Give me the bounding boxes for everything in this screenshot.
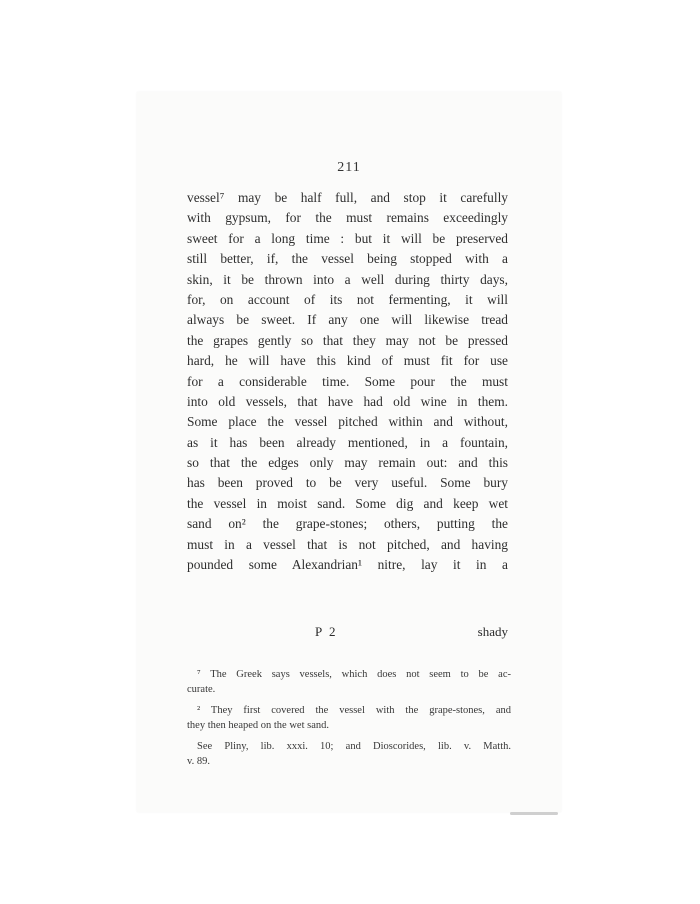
- text-line: so that the edges only may remain out: and this: [187, 455, 508, 471]
- signature-mark: P 2: [315, 624, 338, 639]
- footnote-line: they then heaped on the wet sand.: [187, 720, 329, 731]
- text-line: Some place the vessel pitched within and without,: [187, 414, 508, 430]
- text-line: must in a vessel that is not pitched, and having: [187, 536, 508, 552]
- text-line: has been proved to be very useful. Some bury: [187, 475, 508, 491]
- book-page: [137, 92, 561, 812]
- body-text: [187, 188, 508, 575]
- text-line: still better, if, the vessel being stopped with a: [187, 251, 508, 267]
- footnote-line: ² They first covered the vessel with the grape-stones, and: [197, 705, 511, 716]
- text-line: the vessel in moist sand. Some dig and keep wet: [187, 495, 508, 511]
- footnote-line: ⁷ The Greek says vessels, which does not seem to be ac-: [197, 669, 511, 680]
- footnotes: [187, 667, 511, 775]
- page-number: 211: [337, 160, 361, 175]
- text-line: skin, it be thrown into a well during thirty days,: [187, 271, 508, 287]
- text-line: vessel⁷ may be half full, and stop it carefully: [187, 190, 508, 205]
- text-line: for, on account of its not fermenting, it will: [187, 291, 508, 307]
- text-line: always be sweet. If any one will likewise tread: [187, 312, 508, 328]
- text-line: as it has been already mentioned, in a fountain,: [187, 434, 508, 450]
- footnote-line: See Pliny, lib. xxxi. 10; and Dioscorides, lib. v. Matth.: [197, 741, 511, 752]
- text-line: hard, he will have this kind of must fit for use: [187, 353, 508, 369]
- footnote-1: [187, 667, 511, 697]
- footnote-line: curate.: [187, 684, 216, 695]
- signature-row: [187, 624, 508, 642]
- text-line: the grapes gently so that they may not be pressed: [187, 332, 508, 348]
- text-line: with gypsum, for the must remains exceedingly: [187, 210, 508, 226]
- text-line: into old vessels, that have had old wine in them.: [187, 393, 508, 409]
- footnote-3: [187, 739, 511, 769]
- footnote-line: v. 89.: [187, 756, 210, 767]
- text-line: pounded some Alexandrian¹ nitre, lay it in a: [187, 557, 508, 573]
- text-line: sweet for a long time : but it will be preserved: [187, 230, 508, 246]
- scan-smudge: [510, 812, 558, 815]
- footnote-2: [187, 703, 511, 733]
- text-line: sand on² the grape-stones; others, putting the: [187, 516, 508, 532]
- text-line: for a considerable time. Some pour the must: [187, 373, 508, 389]
- catchword: shady: [477, 624, 508, 639]
